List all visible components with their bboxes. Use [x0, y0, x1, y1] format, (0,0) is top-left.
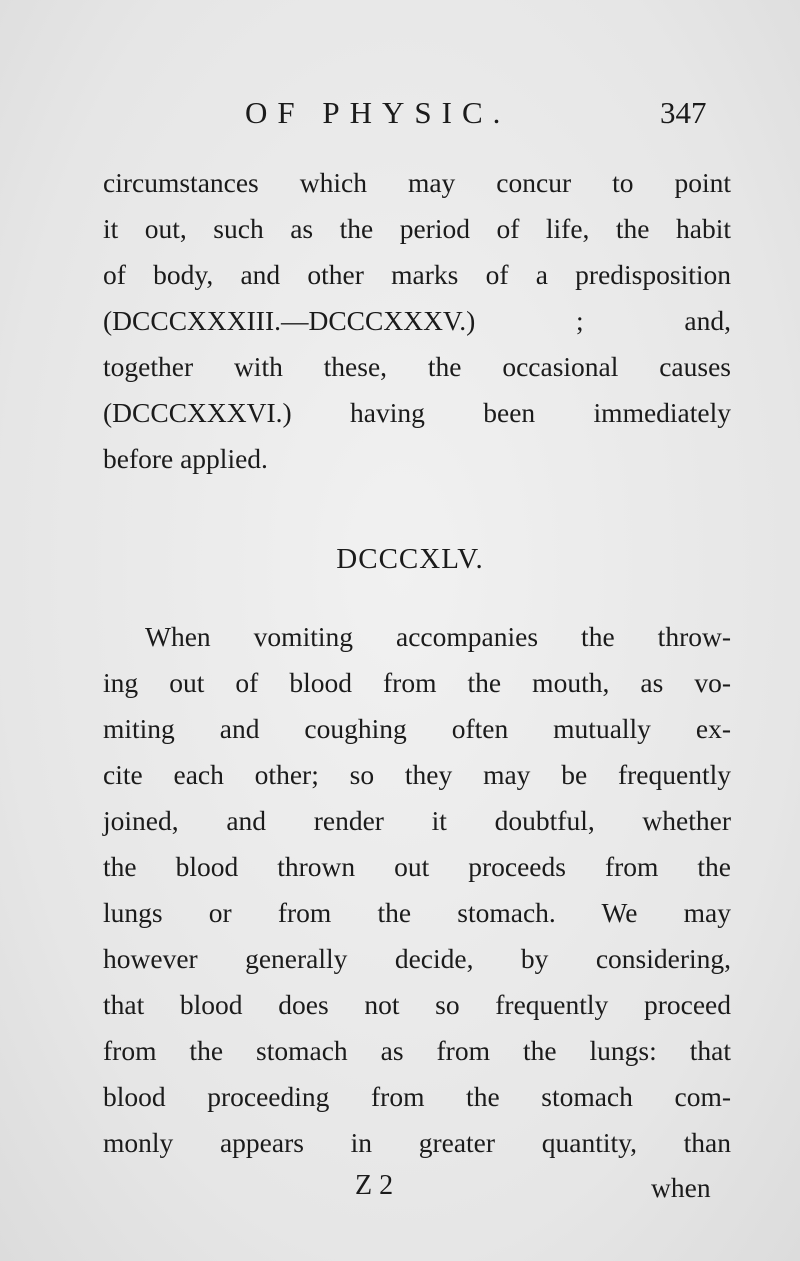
running-head [0, 95, 800, 135]
text-line: miting and coughing often mutually ex- [103, 713, 731, 744]
text-line: cite each other; so they may be frequently [103, 759, 731, 790]
text-line: that blood does not so frequently proceed [103, 989, 731, 1020]
page-number: 347 [660, 95, 707, 130]
text-line: ing out of blood from the mouth, as vo- [103, 667, 731, 698]
text-line: lungs or from the stomach. We may [103, 897, 731, 928]
text-line: from the stomach as from the lungs: that [103, 1035, 731, 1066]
paragraph-section [103, 614, 731, 1166]
text-line: before applied. [103, 443, 268, 474]
text-line: When vomiting accompanies the throw- [145, 621, 731, 652]
text-line: monly appears in greater quantity, than [103, 1127, 731, 1158]
section-heading: DCCCXLV. [336, 543, 484, 575]
catchword: when [651, 1172, 711, 1203]
text-line: (DCCCXXXVI.) having been immediately [103, 397, 731, 428]
text-line: however generally decide, by considering, [103, 943, 731, 974]
text-line: together with these, the occasional causes [103, 351, 731, 382]
text-line: of body, and other marks of a predisposition [103, 259, 731, 290]
paragraph-continued [103, 160, 731, 482]
text-line: (DCCCXXXIII.—DCCCXXXV.) ; and, [103, 305, 731, 336]
text-line: joined, and render it doubtful, whether [103, 805, 731, 836]
text-line: it out, such as the period of life, the habit [103, 213, 731, 244]
signature-mark: Z 2 [355, 1170, 394, 1201]
text-line: the blood thrown out proceeds from the [103, 851, 731, 882]
text-line: circumstances which may concur to point [103, 167, 731, 198]
running-title: OF PHYSIC. [245, 95, 511, 130]
text-line: blood proceeding from the stomach com- [103, 1081, 731, 1112]
